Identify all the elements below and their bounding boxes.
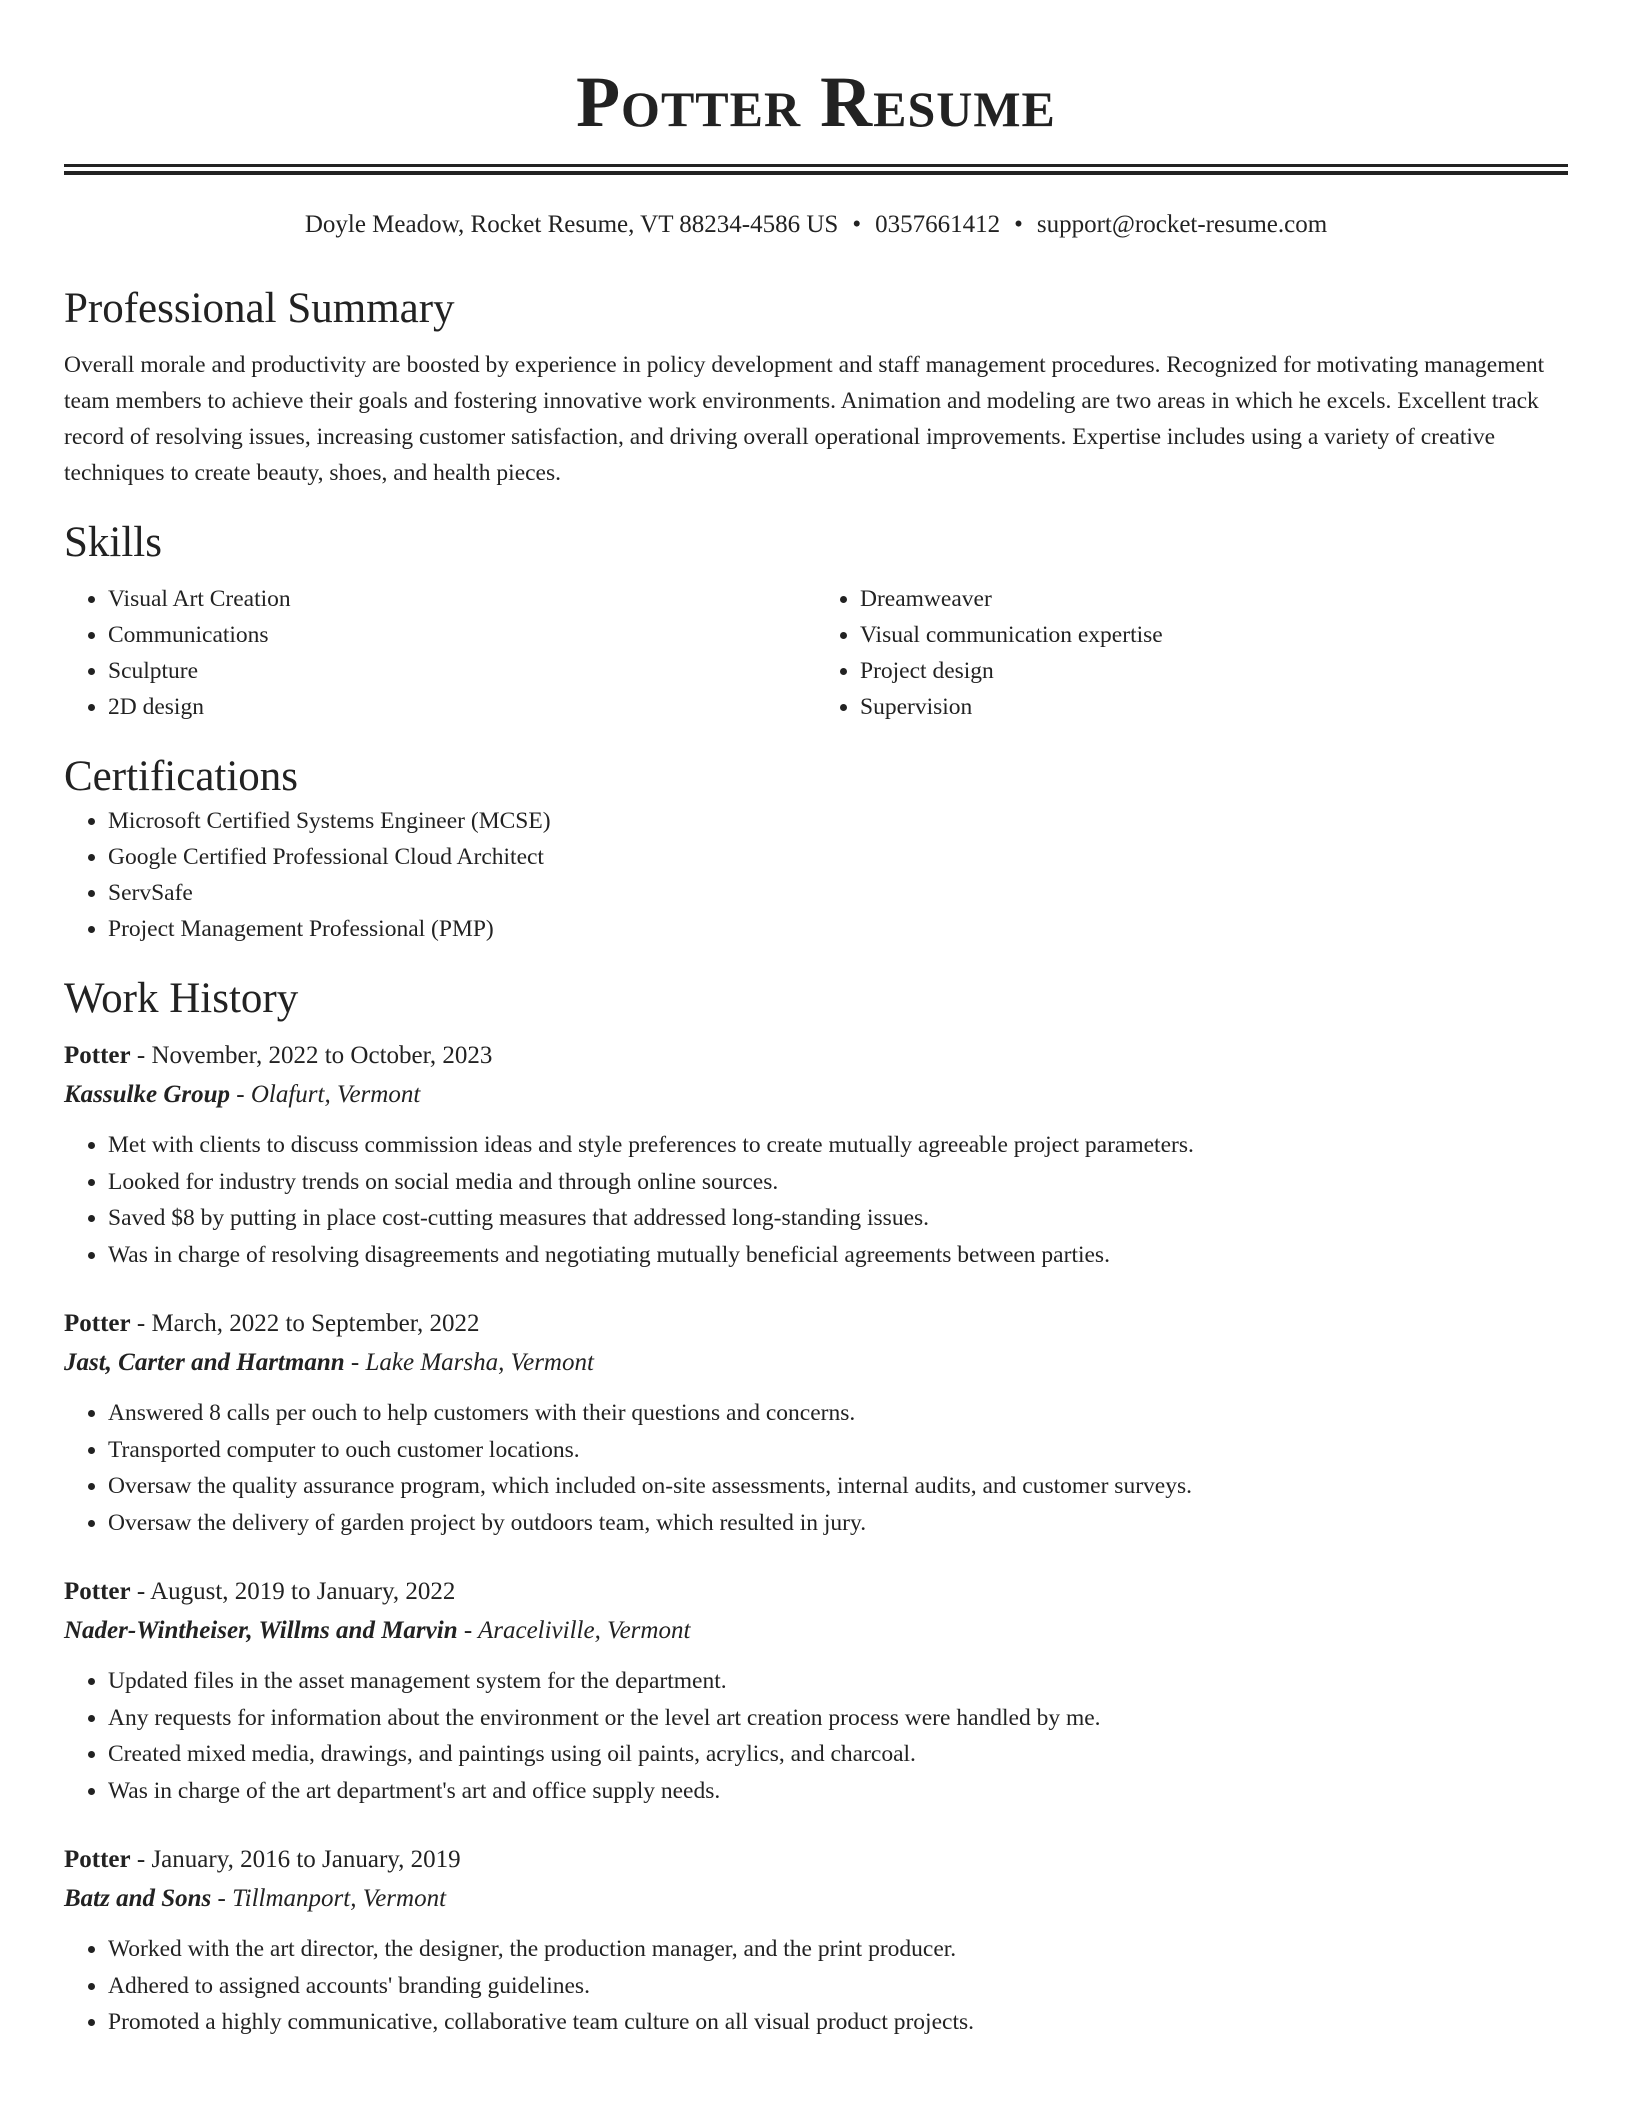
job-entry <box>64 1305 1568 1541</box>
summary-heading: Professional Summary <box>64 285 455 332</box>
certification-item: • ServSafe <box>108 875 1568 911</box>
skills-list-left <box>64 581 816 725</box>
job-bullet: • Met with clients to discuss commission ideas and style preferences to create mutually agreeable project parameters. <box>108 1127 1568 1164</box>
job-bullet: • Saved $8 by putting in place cost-cutting measures that addressed long-standing issues. <box>108 1200 1568 1237</box>
job-bullet: • Answered 8 calls per ouch to help customers with their questions and concerns. <box>108 1395 1568 1432</box>
job-bullet: • Was in charge of the art department's art and office supply needs. <box>108 1773 1568 1810</box>
certification-item: • Microsoft Certified Systems Engineer (MCSE) <box>108 803 1568 839</box>
job-location: Tillmanport, Vermont <box>232 1885 447 1912</box>
job-dates: November, 2022 to October, 2023 <box>151 1042 493 1069</box>
job-title-line: Potter - January, 2016 to January, 2019 <box>64 1846 461 1873</box>
contact-separator: • <box>852 211 862 238</box>
skill-item: • Supervision <box>860 689 1568 725</box>
job-bullet: • Oversaw the quality assurance program, which included on-site assessments, internal audits, and customer surveys. <box>108 1468 1568 1505</box>
job-title-line: Potter - August, 2019 to January, 2022 <box>64 1578 456 1605</box>
job-bullet: • Transported computer to ouch customer locations. <box>108 1432 1568 1469</box>
job-location: Olafurt, Vermont <box>250 1081 421 1108</box>
skill-item: • 2D design <box>108 689 816 725</box>
job-bullet: • Worked with the art director, the designer, the production manager, and the print producer. <box>108 1931 1568 1968</box>
certification-item: • Google Certified Professional Cloud Architect <box>108 839 1568 875</box>
skill-item: • Communications <box>108 617 816 653</box>
job-title: Potter <box>64 1042 131 1069</box>
contact-phone: 0357661412 <box>875 211 1001 238</box>
work-history-heading: Work History <box>64 975 299 1022</box>
job-bullet: • Any requests for information about the environment or the level art creation process were handled by me. <box>108 1700 1568 1737</box>
job-title: Potter <box>64 1310 131 1337</box>
job-bullet: • Adhered to assigned accounts' branding guidelines. <box>108 1968 1568 2005</box>
job-bullet: • Was in charge of resolving disagreements and negotiating mutually beneficial agreements between parties. <box>108 1237 1568 1274</box>
job-title: Potter <box>64 1846 131 1873</box>
skills-list-right <box>816 581 1568 725</box>
job-company-line: Nader-Wintheiser, Willms and Marvin - Araceliville, Vermont <box>64 1617 691 1644</box>
skills-heading: Skills <box>64 519 162 566</box>
skill-item: • Project design <box>860 653 1568 689</box>
job-bullet: • Created mixed media, drawings, and paintings using oil paints, acrylics, and charcoal. <box>108 1736 1568 1773</box>
page-title: Potter Resume <box>576 62 1056 142</box>
skills-columns <box>64 581 1568 725</box>
skill-item: • Sculpture <box>108 653 816 689</box>
job-bullets <box>64 1663 1568 1809</box>
job-bullet: • Oversaw the delivery of garden project by outdoors team, which resulted in jury. <box>108 1505 1568 1542</box>
job-dates: August, 2019 to January, 2022 <box>150 1578 456 1605</box>
job-company: Jast, Carter and Hartmann <box>64 1349 345 1376</box>
job-title-line: Potter - November, 2022 to October, 2023 <box>64 1042 493 1069</box>
title-double-rule <box>64 164 1568 175</box>
job-entry <box>64 1037 1568 1273</box>
job-location: Lake Marsha, Vermont <box>365 1349 594 1376</box>
job-bullet: • Promoted a highly communicative, collaborative team culture on all visual product projects. <box>108 2004 1568 2041</box>
skill-item: • Visual communication expertise <box>860 617 1568 653</box>
job-entry <box>64 1573 1568 1809</box>
certification-item: • Project Management Professional (PMP) <box>108 911 1568 947</box>
skill-item: • Dreamweaver <box>860 581 1568 617</box>
job-company-line: Kassulke Group - Olafurt, Vermont <box>64 1081 421 1108</box>
job-bullets <box>64 1395 1568 1541</box>
job-location: Araceliville, Vermont <box>477 1617 691 1644</box>
job-title-line: Potter - March, 2022 to September, 2022 <box>64 1310 480 1337</box>
job-bullets <box>64 1931 1568 2041</box>
job-company-line: Jast, Carter and Hartmann - Lake Marsha, Vermont <box>64 1349 594 1376</box>
job-dates: January, 2016 to January, 2019 <box>151 1846 461 1873</box>
job-company: Batz and Sons <box>64 1885 212 1912</box>
contact-separator: • <box>1014 211 1023 238</box>
job-dates: March, 2022 to September, 2022 <box>151 1310 480 1337</box>
job-bullet: • Looked for industry trends on social media and through online sources. <box>108 1164 1568 1201</box>
contact-line <box>64 209 1568 241</box>
job-company-line: Batz and Sons - Tillmanport, Vermont <box>64 1885 447 1912</box>
job-company: Nader-Wintheiser, Willms and Marvin <box>64 1617 458 1644</box>
contact-email: support@rocket-resume.com <box>1036 211 1328 238</box>
certifications-heading: Certifications <box>64 753 299 800</box>
skill-item: • Visual Art Creation <box>108 581 816 617</box>
job-bullets <box>64 1127 1568 1273</box>
job-entry <box>64 1841 1568 2041</box>
job-company: Kassulke Group <box>64 1081 231 1108</box>
summary-text: Overall morale and productivity are boosted by experience in policy development and staff management procedures. Recognized for motivating management team members to achieve their goals and fostering innovative work environments. Animation and modeling are two areas in which he excels. Excellent track record of resolving issues, increasing customer satisfaction, and driving overall operational improvements. Expertise includes using a variety of creative techniques to create beauty, shoes, and health pieces. <box>64 352 1545 486</box>
contact-address: Doyle Meadow, Rocket Resume, VT 88234-4586 US <box>304 211 839 238</box>
job-title: Potter <box>64 1578 131 1605</box>
job-bullet: • Updated files in the asset management system for the department. <box>108 1663 1568 1700</box>
certifications-list <box>64 803 1568 947</box>
